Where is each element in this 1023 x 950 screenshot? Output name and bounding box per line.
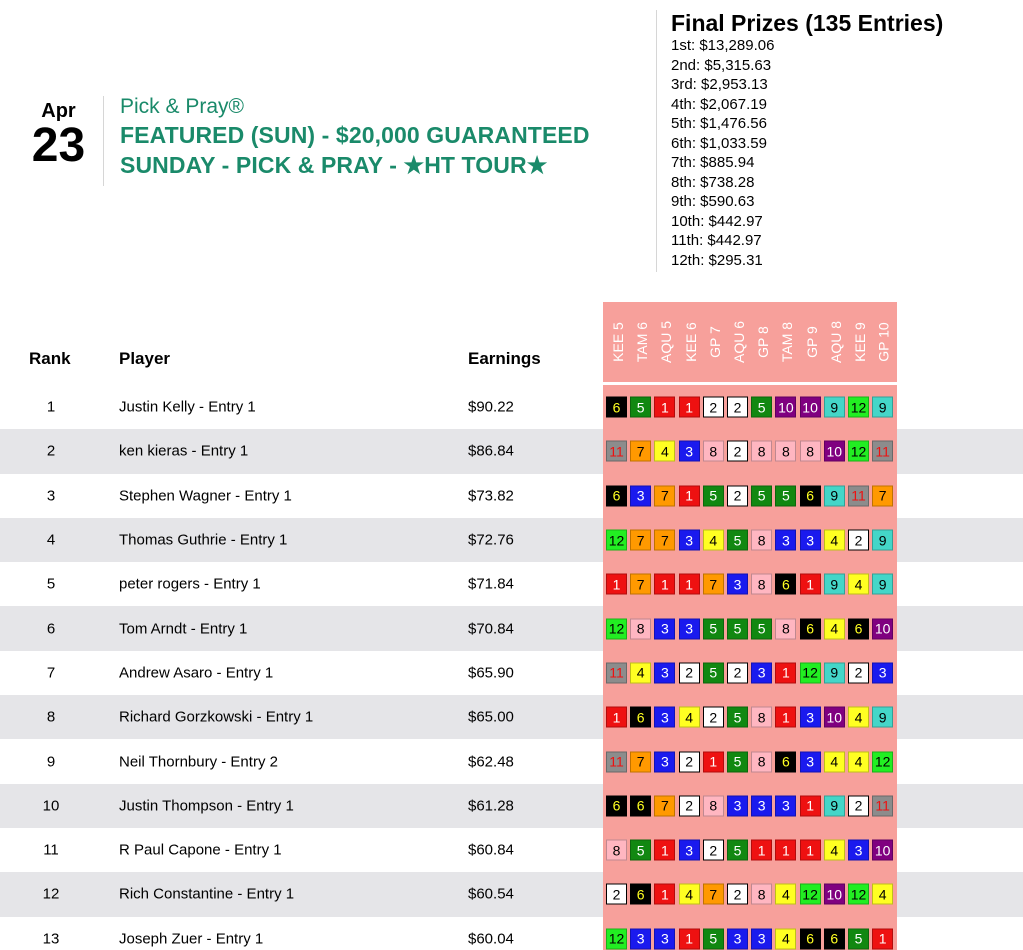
pick-badge: 5 (703, 485, 724, 506)
earnings-cell: $62.48 (468, 753, 514, 771)
pick-badge: 3 (800, 707, 821, 728)
earnings-cell: $60.04 (468, 930, 514, 948)
pick-badge: 3 (751, 662, 772, 683)
pick-badge: 11 (872, 441, 893, 462)
earnings-cell: $86.84 (468, 442, 514, 460)
pick-badge: 12 (606, 928, 627, 949)
pick-badge: 6 (606, 397, 627, 418)
race-label-text: KEE 9 (852, 322, 869, 362)
pick-badge: 1 (679, 928, 700, 949)
pick-badge: 1 (751, 840, 772, 861)
pick-badge: 1 (606, 574, 627, 595)
player-name-cell: Tom Arndt - Entry 1 (119, 620, 248, 638)
picks-strip (603, 429, 897, 473)
pick-badge: 1 (872, 928, 893, 949)
pick-badge: 12 (848, 441, 869, 462)
pick-badge: 4 (872, 884, 893, 905)
player-name-cell: Stephen Wagner - Entry 1 (119, 487, 292, 505)
rank-column-header: Rank (29, 349, 71, 368)
pick-badge: 4 (630, 662, 651, 683)
pick-badge: 1 (679, 485, 700, 506)
rank-cell: 6 (46, 620, 56, 638)
race-label (630, 306, 654, 378)
earnings-cell: $72.76 (468, 531, 514, 549)
pick-badge: 2 (606, 884, 627, 905)
pick-badge: 8 (800, 441, 821, 462)
contest-name-line-1: FEATURED (SUN) - $20,000 GUARANTEED (120, 122, 590, 148)
pick-badge: 5 (727, 530, 748, 551)
contest-title (120, 95, 590, 179)
pick-badge: 2 (679, 795, 700, 816)
pick-badge: 4 (775, 884, 796, 905)
pick-badge: 7 (630, 441, 651, 462)
prize-line: 5th: $1,476.56 (671, 115, 767, 132)
race-label-text: GP 7 (706, 326, 723, 358)
player-name-cell: Justin Kelly - Entry 1 (119, 398, 256, 416)
table-row[interactable] (0, 474, 1023, 518)
pick-badge: 8 (751, 884, 772, 905)
pick-badge: 9 (824, 397, 845, 418)
pick-badge: 12 (872, 751, 893, 772)
table-row[interactable] (0, 739, 1023, 783)
pick-badge: 11 (606, 441, 627, 462)
earnings-cell: $65.00 (468, 708, 514, 726)
pick-badge: 5 (848, 928, 869, 949)
pick-badge: 1 (606, 707, 627, 728)
pick-badge: 8 (751, 441, 772, 462)
pick-badge: 3 (872, 662, 893, 683)
earnings-cell: $90.22 (468, 398, 514, 416)
pick-badge: 12 (848, 884, 869, 905)
pick-badge: 6 (800, 485, 821, 506)
earnings-cell: $60.84 (468, 841, 514, 859)
earnings-cell: $60.54 (468, 885, 514, 903)
pick-badge: 11 (606, 662, 627, 683)
table-row[interactable] (0, 651, 1023, 695)
pick-badge: 1 (654, 397, 675, 418)
pick-badge: 6 (800, 928, 821, 949)
rank-cell: 8 (46, 708, 56, 726)
table-row[interactable] (0, 784, 1023, 828)
race-label (824, 306, 848, 378)
final-prizes-panel (656, 10, 943, 272)
pick-badge: 8 (775, 441, 796, 462)
pick-badge: 6 (630, 707, 651, 728)
player-name-cell: Thomas Guthrie - Entry 1 (119, 531, 288, 549)
prize-line: 9th: $590.63 (671, 193, 755, 210)
pick-badge: 3 (848, 840, 869, 861)
pick-badge: 4 (848, 707, 869, 728)
pick-badge: 8 (606, 840, 627, 861)
pick-badge: 3 (654, 928, 675, 949)
picks-strip (603, 385, 897, 429)
rank-cell: 10 (42, 797, 60, 815)
player-name-cell: ken kieras - Entry 1 (119, 442, 249, 460)
pick-badge: 4 (824, 530, 845, 551)
pick-badge: 5 (630, 397, 651, 418)
rank-cell: 12 (42, 885, 60, 903)
picks-strip (603, 917, 897, 950)
player-name-cell: Richard Gorzkowski - Entry 1 (119, 708, 314, 726)
pick-badge: 2 (679, 662, 700, 683)
pick-badge: 2 (727, 397, 748, 418)
pick-badge: 6 (800, 618, 821, 639)
player-name-cell: Joseph Zuer - Entry 1 (119, 930, 264, 948)
pick-badge: 4 (848, 574, 869, 595)
contest-name-line-2: SUNDAY - PICK & PRAY - ★HT TOUR★ (120, 152, 548, 178)
pick-badge: 3 (679, 441, 700, 462)
player-name-cell: Justin Thompson - Entry 1 (119, 797, 294, 815)
event-date (0, 96, 104, 186)
game-name: Pick & Pray® (120, 95, 245, 118)
pick-badge: 10 (872, 618, 893, 639)
race-label (800, 306, 824, 378)
player-name-cell: R Paul Capone - Entry 1 (119, 841, 282, 859)
pick-badge: 9 (824, 574, 845, 595)
pick-badge: 6 (775, 751, 796, 772)
picks-strip (603, 784, 897, 828)
prize-line: 4th: $2,067.19 (671, 95, 767, 113)
picks-strip (603, 651, 897, 695)
pick-badge: 1 (654, 840, 675, 861)
picks-strip (603, 474, 897, 518)
pick-badge: 8 (751, 751, 772, 772)
pick-badge: 1 (654, 574, 675, 595)
pick-badge: 1 (800, 574, 821, 595)
rank-cell: 11 (43, 841, 59, 859)
pick-badge: 12 (800, 884, 821, 905)
pick-badge: 3 (679, 530, 700, 551)
pick-badge: 2 (679, 751, 700, 772)
pick-badge: 10 (775, 397, 796, 418)
pick-badge: 2 (727, 662, 748, 683)
pick-badge: 12 (606, 618, 627, 639)
race-label (751, 306, 775, 378)
pick-badge: 8 (751, 707, 772, 728)
pick-badge: 7 (654, 485, 675, 506)
pick-badge: 3 (751, 928, 772, 949)
pick-badge: 5 (727, 840, 748, 861)
race-label (775, 306, 799, 378)
pick-badge: 4 (703, 530, 724, 551)
pick-badge: 10 (824, 884, 845, 905)
leaderboard-table (0, 385, 1023, 950)
pick-badge: 5 (630, 840, 651, 861)
pick-badge: 9 (824, 795, 845, 816)
table-row[interactable] (0, 872, 1023, 916)
pick-badge: 6 (775, 574, 796, 595)
picks-strip (603, 739, 897, 783)
pick-badge: 3 (630, 485, 651, 506)
pick-badge: 7 (703, 574, 724, 595)
rank-cell: 3 (46, 487, 56, 505)
table-row[interactable] (0, 518, 1023, 562)
pick-badge: 2 (727, 441, 748, 462)
rank-cell: 9 (46, 753, 56, 771)
rank-cell: 7 (46, 664, 56, 682)
pick-badge: 6 (824, 928, 845, 949)
pick-badge: 2 (848, 530, 869, 551)
pick-badge: 1 (775, 662, 796, 683)
race-label-text: AQU 8 (827, 320, 844, 364)
table-row[interactable] (0, 606, 1023, 650)
pick-badge: 9 (872, 574, 893, 595)
race-label (606, 306, 630, 378)
table-row[interactable] (0, 562, 1023, 606)
pick-badge: 3 (800, 530, 821, 551)
pick-badge: 4 (775, 928, 796, 949)
picks-strip (603, 872, 897, 916)
prize-line: 11th: $442.97 (671, 232, 762, 249)
pick-badge: 3 (679, 840, 700, 861)
earnings-cell: $61.28 (468, 797, 514, 815)
pick-badge: 5 (751, 618, 772, 639)
earnings-cell: $65.90 (468, 664, 514, 682)
pick-badge: 2 (703, 397, 724, 418)
pick-badge: 1 (775, 707, 796, 728)
pick-badge: 3 (654, 662, 675, 683)
rank-cell: 5 (46, 575, 56, 593)
pick-badge: 2 (703, 707, 724, 728)
pick-badge: 2 (848, 795, 869, 816)
pick-badge: 5 (727, 751, 748, 772)
table-row[interactable] (0, 695, 1023, 739)
race-label-text: AQU 5 (658, 320, 675, 364)
race-label (679, 306, 703, 378)
race-header-strip (603, 302, 897, 382)
pick-badge: 1 (800, 840, 821, 861)
pick-badge: 6 (606, 485, 627, 506)
pick-badge: 3 (727, 574, 748, 595)
player-name-cell: peter rogers - Entry 1 (119, 575, 261, 593)
rank-cell: 13 (42, 930, 60, 948)
pick-badge: 4 (848, 751, 869, 772)
prize-line: 2nd: $5,315.63 (671, 56, 772, 74)
pick-badge: 3 (654, 707, 675, 728)
prize-line: 6th: $1,033.59 (671, 134, 767, 152)
picks-strip (603, 562, 897, 606)
table-row[interactable] (0, 828, 1023, 872)
pick-badge: 10 (872, 840, 893, 861)
race-label-text: GP 9 (803, 326, 820, 358)
pick-badge: 2 (848, 662, 869, 683)
race-label-text: KEE 6 (682, 322, 699, 362)
pick-badge: 7 (654, 530, 675, 551)
race-label-text: GP 8 (755, 326, 772, 358)
picks-strip (603, 606, 897, 650)
pick-badge: 7 (630, 530, 651, 551)
table-row[interactable] (0, 917, 1023, 950)
pick-badge: 9 (824, 485, 845, 506)
player-column-header: Player (119, 349, 171, 368)
table-row[interactable] (0, 385, 1023, 429)
player-name-cell: Rich Constantine - Entry 1 (119, 885, 295, 903)
player-name-cell: Neil Thornbury - Entry 2 (119, 753, 278, 771)
pick-badge: 4 (679, 884, 700, 905)
race-label-text: AQU 6 (731, 320, 748, 364)
race-label (872, 306, 896, 378)
race-label (703, 306, 727, 378)
pick-badge: 1 (679, 574, 700, 595)
player-name-cell: Andrew Asaro - Entry 1 (119, 664, 274, 682)
pick-badge: 9 (872, 530, 893, 551)
pick-badge: 6 (630, 795, 651, 816)
pick-badge: 3 (630, 928, 651, 949)
earnings-cell: $73.82 (468, 487, 514, 505)
pick-badge: 8 (751, 574, 772, 595)
pick-badge: 3 (654, 618, 675, 639)
pick-badge: 6 (630, 884, 651, 905)
pick-badge: 12 (800, 662, 821, 683)
pick-badge: 10 (800, 397, 821, 418)
pick-badge: 10 (824, 707, 845, 728)
pick-badge: 8 (751, 530, 772, 551)
pick-badge: 11 (872, 795, 893, 816)
pick-badge: 4 (679, 707, 700, 728)
pick-badge: 9 (872, 707, 893, 728)
pick-badge: 3 (775, 530, 796, 551)
pick-badge: 11 (606, 751, 627, 772)
race-label (654, 306, 678, 378)
pick-badge: 5 (703, 928, 724, 949)
pick-badge: 7 (654, 795, 675, 816)
pick-badge: 5 (727, 618, 748, 639)
earnings-cell: $70.84 (468, 620, 514, 638)
pick-badge: 4 (824, 840, 845, 861)
pick-badge: 1 (775, 840, 796, 861)
date-month: Apr (41, 100, 76, 122)
prize-line: 1st: $13,289.06 (671, 37, 775, 54)
pick-badge: 10 (824, 441, 845, 462)
pick-badge: 5 (751, 485, 772, 506)
pick-badge: 5 (703, 662, 724, 683)
pick-badge: 3 (751, 795, 772, 816)
race-label-text: TAM 6 (634, 321, 651, 363)
prize-line: 10th: $442.97 (671, 212, 763, 230)
prize-line: 3rd: $2,953.13 (671, 76, 768, 93)
pick-badge: 4 (654, 441, 675, 462)
rank-cell: 4 (46, 531, 56, 549)
prize-list (671, 36, 943, 270)
pick-badge: 12 (848, 397, 869, 418)
picks-strip (603, 695, 897, 739)
pick-badge: 4 (824, 751, 845, 772)
pick-badge: 6 (606, 795, 627, 816)
pick-badge: 3 (727, 928, 748, 949)
pick-badge: 3 (679, 618, 700, 639)
pick-badge: 4 (824, 618, 845, 639)
pick-badge: 2 (727, 485, 748, 506)
race-label (848, 306, 872, 378)
pick-badge: 3 (727, 795, 748, 816)
pick-badge: 8 (703, 795, 724, 816)
picks-strip (603, 828, 897, 872)
pick-badge: 5 (775, 485, 796, 506)
final-prizes-title: Final Prizes (135 Entries) (671, 10, 944, 36)
pick-badge: 3 (800, 751, 821, 772)
pick-badge: 3 (775, 795, 796, 816)
race-label-text: TAM 8 (779, 321, 796, 363)
pick-badge: 7 (630, 574, 651, 595)
pick-badge: 7 (703, 884, 724, 905)
rank-cell: 2 (46, 442, 56, 460)
pick-badge: 9 (824, 662, 845, 683)
pick-badge: 6 (848, 618, 869, 639)
pick-badge: 5 (727, 707, 748, 728)
earnings-column-header: Earnings (468, 349, 541, 368)
picks-strip (603, 518, 897, 562)
pick-badge: 8 (630, 618, 651, 639)
pick-badge: 8 (703, 441, 724, 462)
pick-badge: 1 (703, 751, 724, 772)
pick-badge: 5 (751, 397, 772, 418)
pick-badge: 5 (703, 618, 724, 639)
table-row[interactable] (0, 429, 1023, 473)
pick-badge: 1 (654, 884, 675, 905)
pick-badge: 2 (727, 884, 748, 905)
date-day: 23 (31, 119, 86, 172)
rank-cell: 1 (46, 398, 56, 416)
earnings-cell: $71.84 (468, 575, 514, 593)
pick-badge: 12 (606, 530, 627, 551)
prize-line: 12th: $295.31 (671, 251, 763, 269)
prize-line: 8th: $738.28 (671, 173, 755, 191)
race-label-text: GP 10 (876, 322, 893, 362)
pick-badge: 3 (654, 751, 675, 772)
race-label (727, 306, 751, 378)
pick-badge: 11 (848, 485, 869, 506)
pick-badge: 1 (679, 397, 700, 418)
pick-badge: 2 (703, 840, 724, 861)
pick-badge: 8 (775, 618, 796, 639)
prize-line: 7th: $885.94 (671, 154, 755, 171)
pick-badge: 7 (630, 751, 651, 772)
pick-badge: 1 (800, 795, 821, 816)
pick-badge: 9 (872, 397, 893, 418)
pick-badge: 7 (872, 485, 893, 506)
race-label-text: KEE 5 (610, 322, 627, 362)
